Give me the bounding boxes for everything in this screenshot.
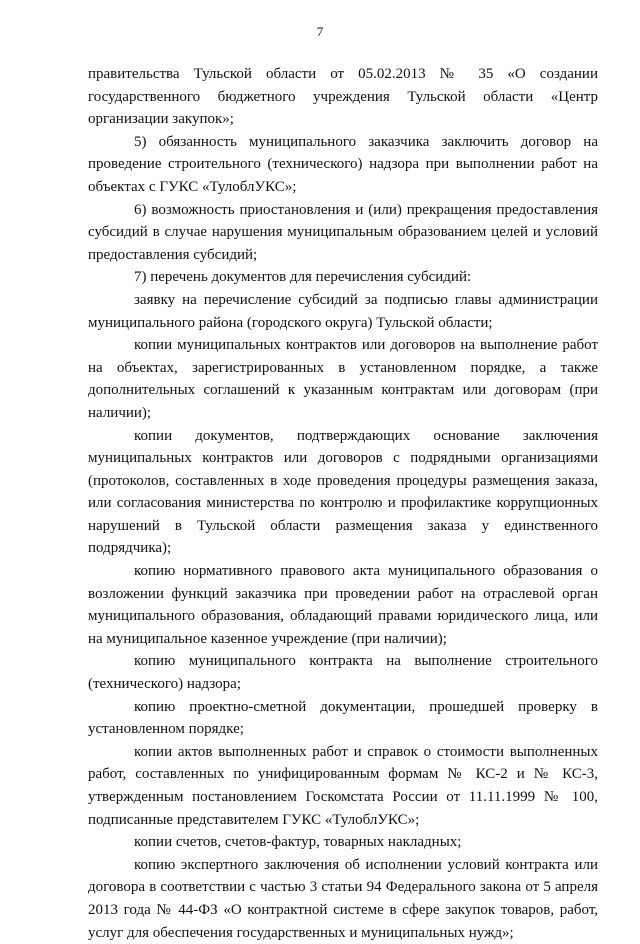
document-body (88, 63, 598, 944)
paragraph-continuation: правительства Тульской области от 05.02.2013 № 35 «О создании государственного бюджетного учреждения Тульской области «Центр организации закупок»; (88, 66, 598, 128)
list-item-expert-conclusion: копию экспертного заключения об исполнении условий контракта или договора в соответствии с частью 3 статьи 94 Федерального закона от 5 апреля 2013 года № 44-ФЗ «О контрактной системе в сфере закупок товаров, работ, услуг для обеспечения государственных и муниципальных нужд»; (88, 856, 598, 941)
list-item-work-acts: копии актов выполненных работ и справок о стоимости выполненных работ, составленных по унифицированным формам № КС-2 и № КС-3, утвержденным постановлением Госкомстата России от 11.11.1999 № 100, подписанные представителем ГУКС «ТулоблУКС»; (88, 743, 598, 828)
paragraph-item-6: 6) возможность приостановления и (или) прекращения предоставления субсидий в случае нарушения муниципальным образованием целей и условий предоставления субсидий; (88, 201, 598, 263)
list-item-invoices: копии счетов, счетов-фактур, товарных накладных; (134, 834, 462, 851)
list-item-contracts: копии муниципальных контрактов или договоров на выполнение работ на объектах, зарегистрированных в установленном порядке, а также дополнительных соглашений к указанным контрактам или договорам (при наличии); (88, 337, 598, 421)
paragraph-item-5: 5) обязанность муниципального заказчика заключить договор на проведение строительного (технического) надзора при выполнении работ на объектах с ГУКС «ТулоблУКС»; (88, 133, 598, 195)
list-item-basis-documents: копии документов, подтверждающих основание заключения муниципальных контрактов или договоров с подрядными организациями (протоколов, составленных в ходе проведения процедуры размещения заказа, или согласования министерства по контролю и профилактике коррупционных нарушений в Тульской области размещения заказа у единственного подрядчика); (88, 427, 598, 557)
list-item-normative-act: копию нормативного правового акта муниципального образования о возложении функций заказчика при проведении работ на отраслевой орган муниципального образования, обладающий правами юридического лица, или на муниципальное казенное учреждение (при наличии); (88, 563, 598, 647)
list-item-design-documentation: копию проектно-сметной документации, прошедшей проверку в установленном порядке; (88, 698, 598, 738)
list-item-supervision-contract: копию муниципального контракта на выполнение строительного (технического) надзора; (88, 653, 598, 693)
list-item-application: заявку на перечисление субсидий за подписью главы администрации муниципального района (городского округа) Тульской области; (88, 291, 598, 331)
page-number: 7 (316, 24, 324, 39)
paragraph-item-7: 7) перечень документов для перечисления субсидий: (134, 269, 472, 286)
